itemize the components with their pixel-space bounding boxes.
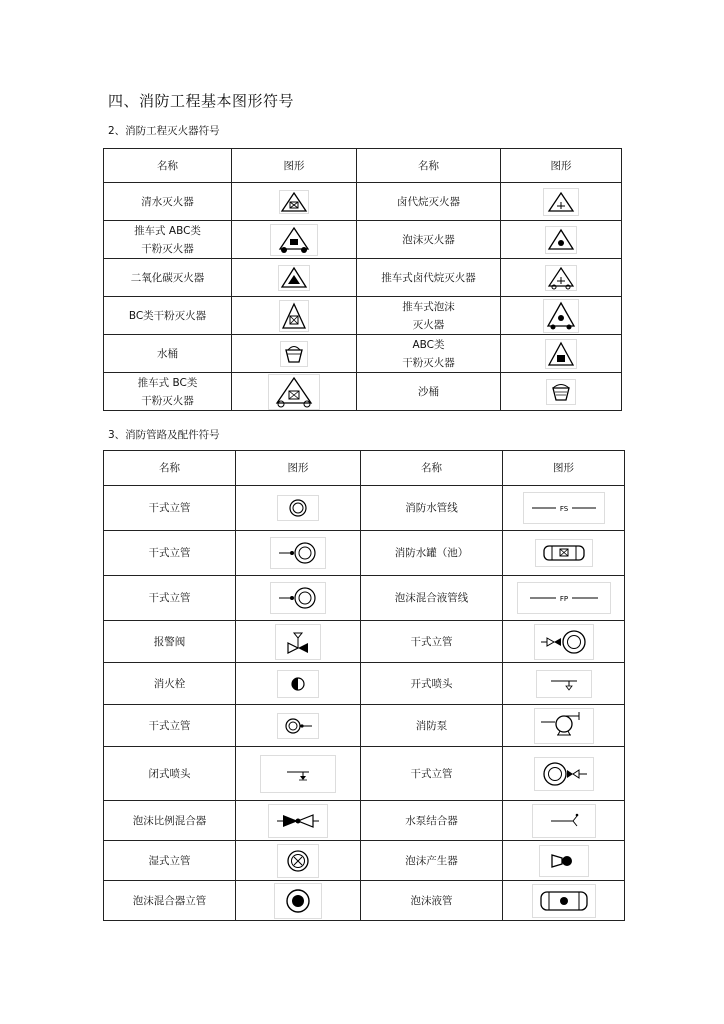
table-cell: 二氧化碳灭火器 [104,259,232,297]
table-cell [236,841,361,881]
dry-riser-outlet-valve-icon [534,757,594,791]
table-cell [501,183,622,221]
co2-extinguisher-icon [278,265,310,291]
table-cell [236,486,361,531]
water-tank-icon [535,539,593,567]
foam-generator-icon [539,845,589,877]
table-cell: 推车式卤代烷灭火器 [357,259,501,297]
bc-extinguisher-icon [279,300,309,332]
table-cell: 报警阀 [104,621,236,663]
sand-bucket-icon [546,379,576,405]
table-cell [503,531,625,576]
table-cell: 消火栓 [104,663,236,705]
fire-water-line-icon [523,492,605,524]
foam-mixer-riser-icon [274,883,322,919]
table-cell: 推车式 BC类 干粉灭火器 [104,373,232,411]
table-cell [236,881,361,921]
table-cell [503,576,625,621]
table-cell [503,621,625,663]
table-cell [503,841,625,881]
table-cell: BC类干粉灭火器 [104,297,232,335]
bucket-icon [280,341,308,367]
section-heading-piping: 3、消防管路及配件符号 [108,429,220,441]
halon-extinguisher-icon [543,188,579,216]
table-cell [236,621,361,663]
header-symbol: 图形 [501,149,622,183]
dry-riser-inlet-icon [270,537,326,569]
table-cell [501,259,622,297]
header-name: 名称 [361,451,503,486]
table-cell [236,663,361,705]
dry-riser-outlet-icon [277,713,319,739]
table-cell: 卤代烷灭火器 [357,183,501,221]
table-cell: 消防水罐（池） [361,531,503,576]
table-cell: 水泵结合器 [361,801,503,841]
table-cell [503,801,625,841]
table-cell [236,747,361,801]
table-cell: 泡沫混合液管线 [361,576,503,621]
header-name: 名称 [104,451,236,486]
foam-proportioner-icon [268,804,328,838]
table-cell: 干式立管 [361,621,503,663]
table-cell: 湿式立管 [104,841,236,881]
table-cell: 泡沫产生器 [361,841,503,881]
foam-line-icon [517,582,611,614]
trolley-abc-extinguisher-icon [270,224,318,256]
table-cell [236,801,361,841]
dry-riser-icon [277,495,319,521]
trolley-bc-extinguisher-icon [268,374,320,410]
table-cell [232,335,357,373]
open-sprinkler-icon [536,670,592,698]
piping-symbol-table [103,450,625,921]
table-cell [503,663,625,705]
table-cell [232,297,357,335]
table-cell [232,373,357,411]
extinguisher-symbol-table [103,148,622,411]
foam-liquid-tank-icon [532,884,596,918]
trolley-foam-extinguisher-icon [543,299,579,333]
table-cell: 泡沫灭火器 [357,221,501,259]
table-cell [501,335,622,373]
line-code-label: FS [559,505,568,513]
table-cell: 泡沫液管 [361,881,503,921]
table-cell [501,373,622,411]
table-cell: 沙桶 [357,373,501,411]
table-cell: 干式立管 [361,747,503,801]
table-cell: 干式立管 [104,531,236,576]
table-cell [503,705,625,747]
header-name: 名称 [357,149,501,183]
table-cell [236,531,361,576]
hydrant-icon [277,670,319,698]
table-cell [236,705,361,747]
table-cell [503,486,625,531]
alarm-valve-icon [275,624,321,660]
header-symbol: 图形 [236,451,361,486]
table-cell: 推车式泡沫 灭火器 [357,297,501,335]
table-cell: ABC类 干粉灭火器 [357,335,501,373]
table-cell [501,221,622,259]
table-cell [236,576,361,621]
abc-extinguisher-icon [545,339,577,369]
table-cell: 泡沫比例混合器 [104,801,236,841]
table-cell: 泡沫混合器立管 [104,881,236,921]
table-cell [232,259,357,297]
table-cell: 干式立管 [104,576,236,621]
table-cell [501,297,622,335]
wet-riser-icon [277,844,319,878]
table-cell: 闭式喷头 [104,747,236,801]
table-cell: 开式喷头 [361,663,503,705]
pump-connector-icon [532,804,596,838]
table-cell [503,747,625,801]
fire-pump-icon [534,708,594,744]
page-title: 四、消防工程基本图形符号 [108,92,295,110]
header-symbol: 图形 [503,451,625,486]
water-extinguisher-icon [279,190,309,214]
section-heading-extinguishers: 2、消防工程灭火器符号 [108,125,220,137]
table-cell: 消防水管线 [361,486,503,531]
trolley-halon-extinguisher-icon [545,265,577,291]
table-cell [232,221,357,259]
table-cell [232,183,357,221]
table-cell: 干式立管 [104,486,236,531]
table-cell [503,881,625,921]
closed-sprinkler-icon [260,755,336,793]
foam-extinguisher-icon [545,226,577,254]
table-cell: 干式立管 [104,705,236,747]
line-code-label: FP [559,595,568,603]
table-cell: 清水灭火器 [104,183,232,221]
dry-riser-valve-icon [534,624,594,660]
dry-riser-inlet-icon [270,582,326,614]
table-cell: 推车式 ABC类 干粉灭火器 [104,221,232,259]
header-name: 名称 [104,149,232,183]
table-cell: 水桶 [104,335,232,373]
table-cell: 消防泵 [361,705,503,747]
header-symbol: 图形 [232,149,357,183]
